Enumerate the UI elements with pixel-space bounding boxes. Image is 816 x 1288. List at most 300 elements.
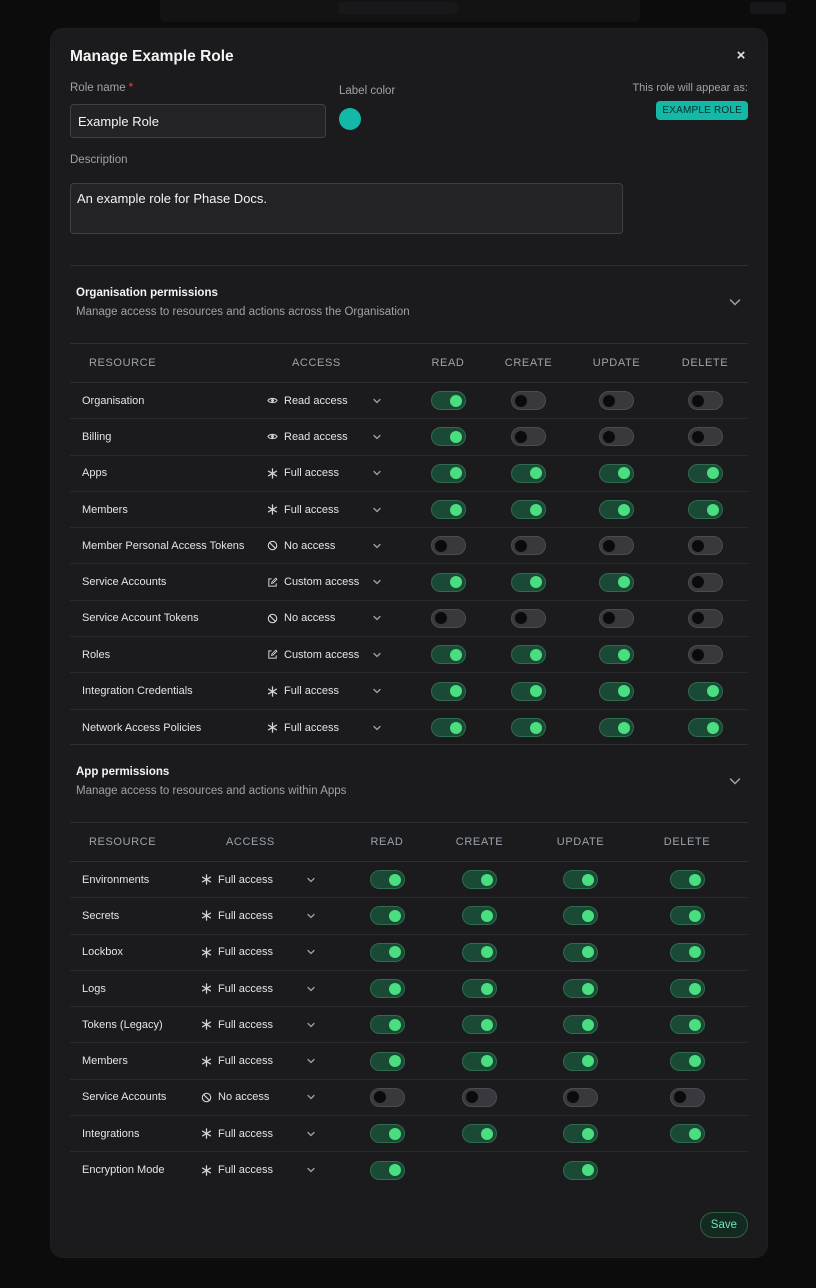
read-permission-toggle[interactable] [431, 718, 466, 737]
delete-permission-toggle[interactable] [670, 906, 705, 925]
permission-cell-read [410, 491, 486, 527]
resource-name: Integration Credentials [70, 673, 266, 709]
permission-cell-read [350, 1079, 424, 1115]
update-permission-toggle[interactable] [599, 645, 634, 664]
read-permission-toggle[interactable] [370, 1015, 405, 1034]
table-row [70, 637, 748, 673]
access-select-cell [200, 898, 350, 934]
permission-cell-update [571, 455, 662, 491]
permission-cell-update [535, 1116, 626, 1152]
chevron-down-icon [372, 468, 382, 478]
update-permission-toggle[interactable] [599, 427, 634, 446]
read-permission-toggle[interactable] [431, 682, 466, 701]
access-level-label: Full access [218, 946, 274, 959]
permission-cell-delete [626, 1116, 748, 1152]
permission-cell-update [571, 419, 662, 455]
permission-cell-update [535, 970, 626, 1006]
toggle-knob [582, 983, 594, 995]
update-permission-toggle[interactable] [563, 1124, 598, 1143]
delete-permission-toggle[interactable] [670, 870, 705, 889]
permission-cell-create [486, 455, 571, 491]
create-permission-toggle[interactable] [462, 1015, 497, 1034]
resource-name: Member Personal Access Tokens [70, 528, 266, 564]
asterisk-icon [266, 685, 278, 697]
permission-cell-create [424, 970, 535, 1006]
update-permission-toggle[interactable] [599, 718, 634, 737]
delete-permission-toggle[interactable] [688, 500, 723, 519]
delete-permission-toggle[interactable] [670, 979, 705, 998]
dialog-title: Manage Example Role [70, 48, 234, 65]
close-button[interactable] [733, 48, 749, 64]
resource-name: Encryption Mode [82, 1164, 165, 1177]
access-select-cell [266, 491, 410, 527]
toggle-knob [707, 504, 719, 516]
access-level-select[interactable] [200, 898, 350, 933]
permission-cell-create [486, 600, 571, 636]
table-row [70, 383, 748, 419]
toggle-knob [515, 431, 527, 443]
chevron-down-icon [306, 1129, 316, 1139]
permission-cell-create [486, 564, 571, 600]
permission-cell-update [535, 1152, 626, 1188]
chevron-down-icon [306, 911, 316, 921]
chevron-down-icon[interactable] [728, 295, 742, 309]
permission-cell-delete [626, 970, 748, 1006]
permission-cell-delete [626, 1007, 748, 1043]
read-permission-toggle[interactable] [370, 1088, 405, 1107]
access-level-select[interactable] [200, 935, 350, 970]
access-select-cell [266, 600, 410, 636]
permission-cell-read [410, 419, 486, 455]
column-header-create: CREATE [486, 344, 571, 383]
toggle-knob [692, 576, 704, 588]
app-permissions-header[interactable] [70, 744, 748, 822]
delete-permission-toggle[interactable] [670, 943, 705, 962]
save-button[interactable]: Save [700, 1212, 748, 1238]
description-label: Description [70, 154, 128, 166]
read-permission-toggle[interactable] [431, 609, 466, 628]
read-permission-toggle[interactable] [431, 500, 466, 519]
chevron-down-icon [372, 686, 382, 696]
toggle-knob [692, 395, 704, 407]
chevron-down-icon [372, 577, 382, 587]
appear-as-label: This role will appear as: [632, 82, 748, 94]
delete-permission-toggle[interactable] [688, 427, 723, 446]
role-preview-badge: EXAMPLE ROLE [656, 101, 748, 120]
asterisk-icon [200, 874, 212, 886]
chevron-down-icon [372, 396, 382, 406]
permission-cell-read [350, 862, 424, 898]
access-level-label: Full access [284, 503, 340, 516]
app-permissions-table [70, 822, 748, 1188]
permission-cell-update [535, 898, 626, 934]
resource-name: Tokens (Legacy) [70, 1007, 200, 1043]
read-permission-toggle[interactable] [431, 464, 466, 483]
permission-cell-create [424, 1079, 535, 1115]
toggle-knob [466, 1091, 478, 1103]
access-level-select[interactable] [266, 528, 410, 563]
access-level-label: Full access [284, 721, 340, 734]
app-permissions-title: App permissions [76, 766, 170, 778]
create-permission-toggle[interactable] [511, 391, 546, 410]
permission-cell-delete [662, 419, 748, 455]
org-permissions-header[interactable] [70, 265, 748, 343]
table-row [70, 970, 748, 1006]
table-row [70, 898, 748, 934]
resource-name: Service Account Tokens [70, 600, 266, 636]
asterisk-icon [200, 910, 212, 922]
toggle-knob [618, 504, 630, 516]
eye-icon [266, 395, 278, 407]
access-level-label: Full access [218, 1055, 274, 1068]
edit-icon [266, 649, 278, 661]
toggle-knob [389, 1019, 401, 1031]
access-level-label: No access [218, 1091, 270, 1104]
toggle-knob [689, 1055, 701, 1067]
table-row [70, 419, 748, 455]
asterisk-icon [200, 1019, 212, 1031]
permission-cell-update [571, 491, 662, 527]
column-header-access: ACCESS [266, 344, 410, 383]
read-permission-toggle[interactable] [370, 943, 405, 962]
permission-cell-update [535, 934, 626, 970]
access-level-label: Full access [218, 873, 274, 886]
toggle-knob [481, 1128, 493, 1140]
create-permission-toggle[interactable] [511, 500, 546, 519]
ban-icon [266, 540, 278, 552]
permission-cell-read [410, 637, 486, 673]
column-header-resource: RESOURCE [70, 344, 266, 383]
toggle-knob [707, 685, 719, 697]
role-name-label-text: Role name [70, 82, 126, 94]
access-level-select[interactable] [266, 419, 410, 454]
permission-cell-delete [662, 491, 748, 527]
permission-cell-update [571, 709, 662, 745]
toggle-knob [689, 874, 701, 886]
toggle-knob [389, 1128, 401, 1140]
access-level-select[interactable] [200, 1007, 350, 1042]
resource-name: Service Accounts [70, 1079, 200, 1115]
update-permission-toggle[interactable] [599, 609, 634, 628]
asterisk-icon [266, 467, 278, 479]
delete-permission-toggle[interactable] [688, 718, 723, 737]
description-textarea[interactable] [70, 183, 623, 234]
permission-cell-read [410, 528, 486, 564]
access-select-cell [200, 934, 350, 970]
create-permission-toggle[interactable] [511, 645, 546, 664]
column-header-access: ACCESS [200, 823, 350, 862]
permission-cell-read [410, 564, 486, 600]
permission-cell-read [410, 709, 486, 745]
update-permission-toggle[interactable] [599, 464, 634, 483]
asterisk-icon [200, 1164, 212, 1176]
resource-name: Lockbox [70, 934, 200, 970]
access-level-select[interactable] [200, 1080, 350, 1115]
permission-cell-read [350, 898, 424, 934]
access-level-label: Full access [218, 1127, 274, 1140]
toggle-knob [689, 910, 701, 922]
toggle-knob [692, 612, 704, 624]
label-color-label: Label color [339, 85, 396, 97]
access-select-cell [200, 1116, 350, 1152]
toggle-knob [674, 1091, 686, 1103]
toggle-knob [450, 431, 462, 443]
delete-permission-toggle[interactable] [670, 1124, 705, 1143]
chevron-down-icon [306, 1056, 316, 1066]
toggle-knob [689, 946, 701, 958]
create-permission-toggle[interactable] [511, 464, 546, 483]
toggle-knob [389, 946, 401, 958]
permission-cell-delete [626, 1043, 748, 1079]
permission-cell-delete [662, 383, 748, 419]
delete-permission-toggle[interactable] [688, 464, 723, 483]
toggle-knob [530, 649, 542, 661]
org-permissions-table [70, 343, 748, 745]
toggle-knob [450, 649, 462, 661]
read-permission-toggle[interactable] [370, 1052, 405, 1071]
chevron-down-icon[interactable] [728, 774, 742, 788]
read-permission-toggle[interactable] [431, 427, 466, 446]
update-permission-toggle[interactable] [563, 943, 598, 962]
create-permission-toggle[interactable] [462, 943, 497, 962]
toggle-knob [582, 946, 594, 958]
permission-cell-create [424, 898, 535, 934]
access-level-select[interactable] [266, 383, 410, 418]
delete-permission-toggle[interactable] [670, 1052, 705, 1071]
access-level-select[interactable] [266, 673, 410, 708]
toggle-knob [689, 1019, 701, 1031]
access-select-cell [266, 673, 410, 709]
permission-cell-create [424, 1152, 535, 1188]
toggle-knob [481, 874, 493, 886]
access-level-select[interactable] [266, 601, 410, 636]
column-header-update: UPDATE [535, 823, 626, 862]
create-permission-toggle[interactable] [462, 870, 497, 889]
create-permission-toggle[interactable] [511, 573, 546, 592]
toggle-knob [515, 395, 527, 407]
permission-cell-update [571, 564, 662, 600]
permission-cell-delete [626, 934, 748, 970]
read-permission-toggle[interactable] [370, 979, 405, 998]
update-permission-toggle[interactable] [563, 1015, 598, 1034]
read-permission-toggle[interactable] [431, 391, 466, 410]
delete-permission-toggle[interactable] [688, 573, 723, 592]
chevron-down-icon [372, 613, 382, 623]
access-level-select[interactable] [266, 456, 410, 491]
asterisk-icon [200, 1128, 212, 1140]
access-level-label: Read access [284, 430, 348, 443]
toggle-knob [481, 946, 493, 958]
delete-permission-toggle[interactable] [670, 1088, 705, 1107]
toggle-knob [530, 685, 542, 697]
toggle-knob [389, 910, 401, 922]
access-level-select[interactable] [200, 862, 350, 897]
role-name-input[interactable] [70, 104, 326, 138]
update-permission-toggle[interactable] [599, 682, 634, 701]
access-select-cell [266, 637, 410, 673]
access-select-cell [266, 419, 410, 455]
read-permission-toggle[interactable] [431, 573, 466, 592]
access-level-label: Custom access [284, 648, 360, 661]
read-permission-toggle[interactable] [431, 536, 466, 555]
column-header-delete: DELETE [626, 823, 748, 862]
create-permission-toggle[interactable] [511, 609, 546, 628]
access-select-cell [200, 862, 350, 898]
toggle-knob [530, 467, 542, 479]
delete-permission-toggle[interactable] [688, 391, 723, 410]
update-permission-toggle[interactable] [599, 391, 634, 410]
access-level-select[interactable] [266, 492, 410, 527]
permission-cell-delete [662, 455, 748, 491]
update-permission-toggle[interactable] [599, 536, 634, 555]
update-permission-toggle[interactable] [563, 906, 598, 925]
access-level-select[interactable] [200, 1116, 350, 1151]
chevron-down-icon [372, 505, 382, 515]
update-permission-toggle[interactable] [563, 1088, 598, 1107]
table-row [70, 1116, 748, 1152]
permission-cell-read [410, 455, 486, 491]
required-mark: * [128, 82, 134, 94]
eye-icon [266, 431, 278, 443]
delete-permission-toggle[interactable] [670, 1015, 705, 1034]
toggle-knob [389, 1055, 401, 1067]
access-level-label: Full access [218, 909, 274, 922]
toggle-knob [481, 1019, 493, 1031]
column-header-resource: RESOURCE [70, 823, 200, 862]
create-permission-toggle[interactable] [462, 1052, 497, 1071]
delete-permission-toggle[interactable] [688, 682, 723, 701]
permission-cell-read [350, 934, 424, 970]
chevron-down-icon [372, 650, 382, 660]
label-color-picker[interactable] [339, 108, 361, 130]
access-level-select[interactable] [200, 1152, 350, 1188]
access-select-cell [266, 528, 410, 564]
create-permission-toggle[interactable] [511, 718, 546, 737]
toggle-knob [582, 910, 594, 922]
resource-name: Roles [70, 637, 266, 673]
access-level-label: Full access [284, 467, 340, 480]
update-permission-toggle[interactable] [563, 1052, 598, 1071]
permission-cell-update [535, 1079, 626, 1115]
org-permissions-title: Organisation permissions [76, 287, 218, 299]
access-select-cell [266, 383, 410, 419]
permission-cell-delete [626, 1079, 748, 1115]
table-row [70, 1152, 748, 1188]
delete-permission-toggle[interactable] [688, 609, 723, 628]
read-permission-toggle[interactable] [370, 906, 405, 925]
create-permission-toggle[interactable] [462, 906, 497, 925]
column-header-create: CREATE [424, 823, 535, 862]
toggle-knob [567, 1091, 579, 1103]
access-level-select[interactable] [266, 564, 410, 599]
update-permission-toggle[interactable] [599, 573, 634, 592]
access-level-select[interactable] [200, 1043, 350, 1078]
toggle-knob [618, 576, 630, 588]
toggle-knob [530, 504, 542, 516]
toggle-knob [481, 910, 493, 922]
delete-permission-toggle[interactable] [688, 536, 723, 555]
toggle-knob [707, 467, 719, 479]
permission-cell-update [571, 673, 662, 709]
resource-name: Organisation [70, 383, 266, 419]
table-row [70, 862, 748, 898]
access-level-select[interactable] [266, 637, 410, 672]
toggle-knob [603, 431, 615, 443]
toggle-knob [707, 722, 719, 734]
permission-cell-update [535, 1043, 626, 1079]
permission-cell-read [350, 1116, 424, 1152]
toggle-knob [450, 504, 462, 516]
toggle-knob [481, 1055, 493, 1067]
update-permission-toggle[interactable] [599, 500, 634, 519]
toggle-knob [450, 467, 462, 479]
create-permission-toggle[interactable] [511, 682, 546, 701]
update-permission-toggle[interactable] [563, 1161, 598, 1180]
create-permission-toggle[interactable] [462, 979, 497, 998]
access-select-cell [200, 1007, 350, 1043]
create-permission-toggle[interactable] [511, 536, 546, 555]
table-row [70, 455, 748, 491]
table-row [70, 564, 748, 600]
permission-cell-create [424, 862, 535, 898]
permission-cell-delete [662, 528, 748, 564]
permission-cell-read [350, 1152, 424, 1188]
table-row [70, 1079, 748, 1115]
update-permission-toggle[interactable] [563, 870, 598, 889]
permission-cell-create [486, 709, 571, 745]
toggle-knob [582, 1019, 594, 1031]
toggle-knob [582, 874, 594, 886]
read-permission-toggle[interactable] [370, 1161, 405, 1180]
chevron-down-icon [372, 723, 382, 733]
update-permission-toggle[interactable] [563, 979, 598, 998]
create-permission-toggle[interactable] [511, 427, 546, 446]
create-permission-toggle[interactable] [462, 1124, 497, 1143]
ban-icon [266, 612, 278, 624]
read-permission-toggle[interactable] [370, 870, 405, 889]
toggle-knob [515, 540, 527, 552]
read-permission-toggle[interactable] [431, 645, 466, 664]
permission-cell-create [424, 934, 535, 970]
access-level-label: Full access [218, 982, 274, 995]
toggle-knob [618, 467, 630, 479]
asterisk-icon [266, 504, 278, 516]
toggle-knob [450, 395, 462, 407]
access-level-select[interactable] [200, 971, 350, 1006]
permission-cell-read [410, 673, 486, 709]
access-level-label: Read access [284, 394, 348, 407]
toggle-knob [481, 983, 493, 995]
permission-cell-update [571, 600, 662, 636]
access-level-label: No access [284, 539, 336, 552]
close-icon: × [736, 47, 746, 64]
permission-cell-update [535, 1007, 626, 1043]
asterisk-icon [200, 946, 212, 958]
access-level-select[interactable] [266, 710, 410, 746]
permission-cell-create [486, 419, 571, 455]
read-permission-toggle[interactable] [370, 1124, 405, 1143]
toggle-knob [530, 722, 542, 734]
chevron-down-icon [306, 947, 316, 957]
toggle-knob [603, 612, 615, 624]
permission-cell-delete [626, 862, 748, 898]
delete-permission-toggle[interactable] [688, 645, 723, 664]
ban-icon [200, 1091, 212, 1103]
table-row [70, 673, 748, 709]
resource-name: Members [70, 491, 266, 527]
resource-name: Logs [70, 970, 200, 1006]
create-permission-toggle[interactable] [462, 1088, 497, 1107]
